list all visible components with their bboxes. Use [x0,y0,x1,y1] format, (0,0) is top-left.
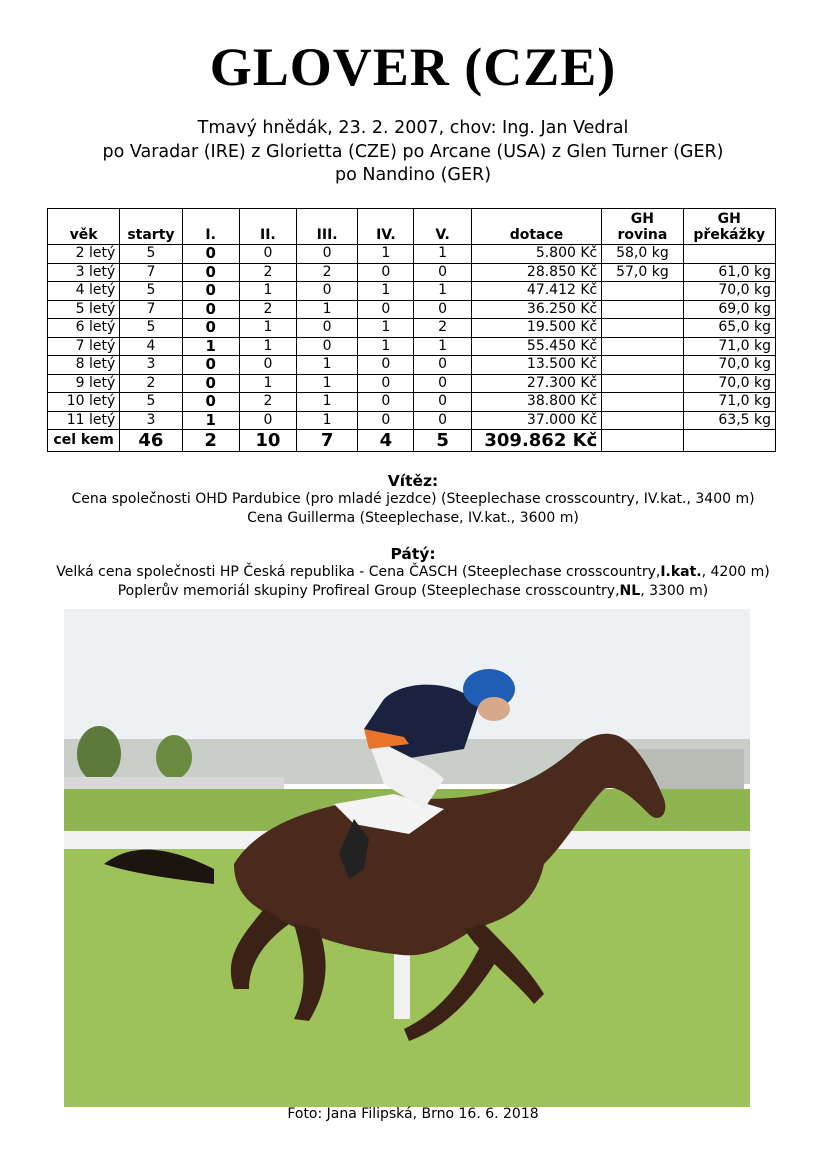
cell-gh-hurdles: 71,0 kg [683,337,775,356]
pedigree-line-2: po Nandino (GER) [334,165,492,185]
cell-second: 0 [239,411,296,430]
cell-fourth: 0 [358,393,414,412]
cell-fifth: 1 [414,337,471,356]
cell-age: 9 letý [48,374,120,393]
cell-fourth: 0 [358,356,414,375]
cell-fourth: 1 [358,319,414,338]
cell-fourth: 0 [358,411,414,430]
cell-starts: 2 [120,374,182,393]
photo-caption: Foto: Jana Filipská, Brno 16. 6. 2018 [287,1106,539,1122]
total-first: 2 [182,430,239,452]
cell-age: 10 letý [48,393,120,412]
table-row [48,411,776,430]
cell-gh-hurdles: 70,0 kg [683,374,775,393]
cell-second: 2 [239,263,296,282]
cell-gh-hurdles: 70,0 kg [683,356,775,375]
cell-prize-money: 47.412 Kč [471,282,602,301]
total-fourth: 4 [358,430,414,452]
cell-first: 0 [182,319,239,338]
table-total-row [48,430,776,452]
cell-third: 0 [297,337,358,356]
cell-starts: 7 [120,300,182,319]
header-third: III. [297,209,358,245]
cell-age: 8 letý [48,356,120,375]
total-second: 10 [239,430,296,452]
horse-jockey-illustration [64,609,750,1107]
table-row [48,282,776,301]
cell-fourth: 1 [358,282,414,301]
cell-second: 2 [239,300,296,319]
cell-gh-hurdles: 71,0 kg [683,393,775,412]
cell-first: 0 [182,374,239,393]
cell-prize-money: 36.250 Kč [471,300,602,319]
cell-fifth: 0 [414,374,471,393]
cell-second: 2 [239,393,296,412]
fifth-race-1-category: I.kat. [660,564,702,580]
fifth-race-1 [0,564,826,580]
cell-second: 1 [239,337,296,356]
table-row [48,319,776,338]
total-third: 7 [297,430,358,452]
cell-fifth: 0 [414,300,471,319]
cell-second: 0 [239,356,296,375]
cell-first: 0 [182,393,239,412]
cell-fifth: 2 [414,319,471,338]
race-statistics-table [47,208,776,452]
table-row [48,374,776,393]
header-gh-flat: GH rovina [602,209,683,245]
cell-gh-hurdles: 61,0 kg [683,263,775,282]
table-header-row [48,209,776,245]
cell-starts: 5 [120,319,182,338]
cell-fourth: 0 [358,300,414,319]
cell-fourth: 1 [358,337,414,356]
cell-gh-flat [602,356,683,375]
cell-first: 0 [182,263,239,282]
header-fifth: V. [414,209,471,245]
cell-starts: 7 [120,263,182,282]
cell-age: 4 letý [48,282,120,301]
header-starts: starty [120,209,182,245]
cell-third: 1 [297,411,358,430]
cell-third: 1 [297,393,358,412]
cell-fifth: 1 [414,282,471,301]
cell-first: 0 [182,245,239,264]
cell-prize-money: 13.500 Kč [471,356,602,375]
cell-starts: 5 [120,282,182,301]
cell-gh-flat [602,411,683,430]
cell-gh-hurdles: 65,0 kg [683,319,775,338]
winner-race-2: Cena Guillerma (Steeplechase, IV.kat., 3600 m) [247,510,579,526]
cell-third: 0 [297,245,358,264]
cell-gh-hurdles: 63,5 kg [683,411,775,430]
cell-third: 1 [297,374,358,393]
cell-gh-flat: 57,0 kg [602,263,683,282]
table-row [48,337,776,356]
total-gh-hurdles [683,430,775,452]
fifth-heading: Pátý: [390,545,436,563]
race-photo [64,609,750,1107]
cell-second: 1 [239,282,296,301]
cell-first: 1 [182,337,239,356]
total-prize-money: 309.862 Kč [471,430,602,452]
cell-starts: 4 [120,337,182,356]
cell-third: 0 [297,282,358,301]
table-row [48,356,776,375]
cell-starts: 3 [120,411,182,430]
fifth-race-2 [0,583,826,599]
cell-first: 0 [182,356,239,375]
cell-gh-hurdles: 70,0 kg [683,282,775,301]
cell-third: 1 [297,356,358,375]
cell-starts: 3 [120,356,182,375]
table-row [48,393,776,412]
cell-gh-flat: 58,0 kg [602,245,683,264]
header-prize-money: dotace [471,209,602,245]
cell-prize-money: 5.800 Kč [471,245,602,264]
header-first: I. [182,209,239,245]
cell-prize-money: 28.850 Kč [471,263,602,282]
cell-fifth: 0 [414,411,471,430]
cell-fifth: 0 [414,263,471,282]
cell-fifth: 0 [414,356,471,375]
cell-age: 6 letý [48,319,120,338]
cell-age: 5 letý [48,300,120,319]
table-row [48,245,776,264]
cell-gh-flat [602,300,683,319]
cell-age: 3 letý [48,263,120,282]
header-age: věk [48,209,120,245]
cell-gh-flat [602,337,683,356]
total-gh-flat [602,430,683,452]
cell-prize-money: 55.450 Kč [471,337,602,356]
header-gh-hurdles: GH překážky [683,209,775,245]
cell-age: 11 letý [48,411,120,430]
cell-fourth: 1 [358,245,414,264]
pedigree-line: po Varadar (IRE) z Glorietta (CZE) po Arcane (USA) z Glen Turner (GER) [102,142,724,162]
cell-gh-flat [602,319,683,338]
header-fourth: IV. [358,209,414,245]
cell-prize-money: 37.000 Kč [471,411,602,430]
cell-third: 2 [297,263,358,282]
cell-fifth: 0 [414,393,471,412]
cell-first: 0 [182,300,239,319]
cell-second: 0 [239,245,296,264]
cell-age: 7 letý [48,337,120,356]
cell-gh-hurdles: 69,0 kg [683,300,775,319]
cell-second: 1 [239,374,296,393]
table-row [48,300,776,319]
cell-fourth: 0 [358,374,414,393]
table-row [48,263,776,282]
fifth-race-2-text: Poplerův memoriál skupiny Profireal Group (Steeplechase crosscountry, [117,583,620,599]
cell-gh-flat [602,282,683,301]
cell-starts: 5 [120,245,182,264]
cell-fifth: 1 [414,245,471,264]
total-age: cel kem [48,430,120,452]
cell-gh-hurdles [683,245,775,264]
cell-prize-money: 19.500 Kč [471,319,602,338]
total-starts: 46 [120,430,182,452]
cell-first: 0 [182,282,239,301]
winner-race-1: Cena společnosti OHD Pardubice (pro mladé jezdce) (Steeplechase crosscountry, IV.kat., 3400 m) [71,491,755,507]
fifth-race-1-tail: , 4200 m) [701,564,770,580]
fifth-race-1-text: Velká cena společnosti HP Česká republika - Cena ČASCH (Steeplechase crosscountry, [56,564,661,580]
cell-third: 0 [297,319,358,338]
cell-age: 2 letý [48,245,120,264]
cell-gh-flat [602,374,683,393]
total-fifth: 5 [414,430,471,452]
fifth-race-2-category: NL [619,583,641,599]
cell-prize-money: 38.800 Kč [471,393,602,412]
cell-first: 1 [182,411,239,430]
cell-third: 1 [297,300,358,319]
cell-prize-money: 27.300 Kč [471,374,602,393]
cell-starts: 5 [120,393,182,412]
cell-gh-flat [602,393,683,412]
fifth-race-2-tail: , 3300 m) [640,583,709,599]
winner-heading: Vítěz: [387,472,439,490]
cell-second: 1 [239,319,296,338]
header-second: II. [239,209,296,245]
horse-info-line: Tmavý hnědák, 23. 2. 2007, chov: Ing. Jan Vedral [197,118,629,138]
horse-name: GLOVER (CZE) [209,37,617,97]
cell-fourth: 0 [358,263,414,282]
